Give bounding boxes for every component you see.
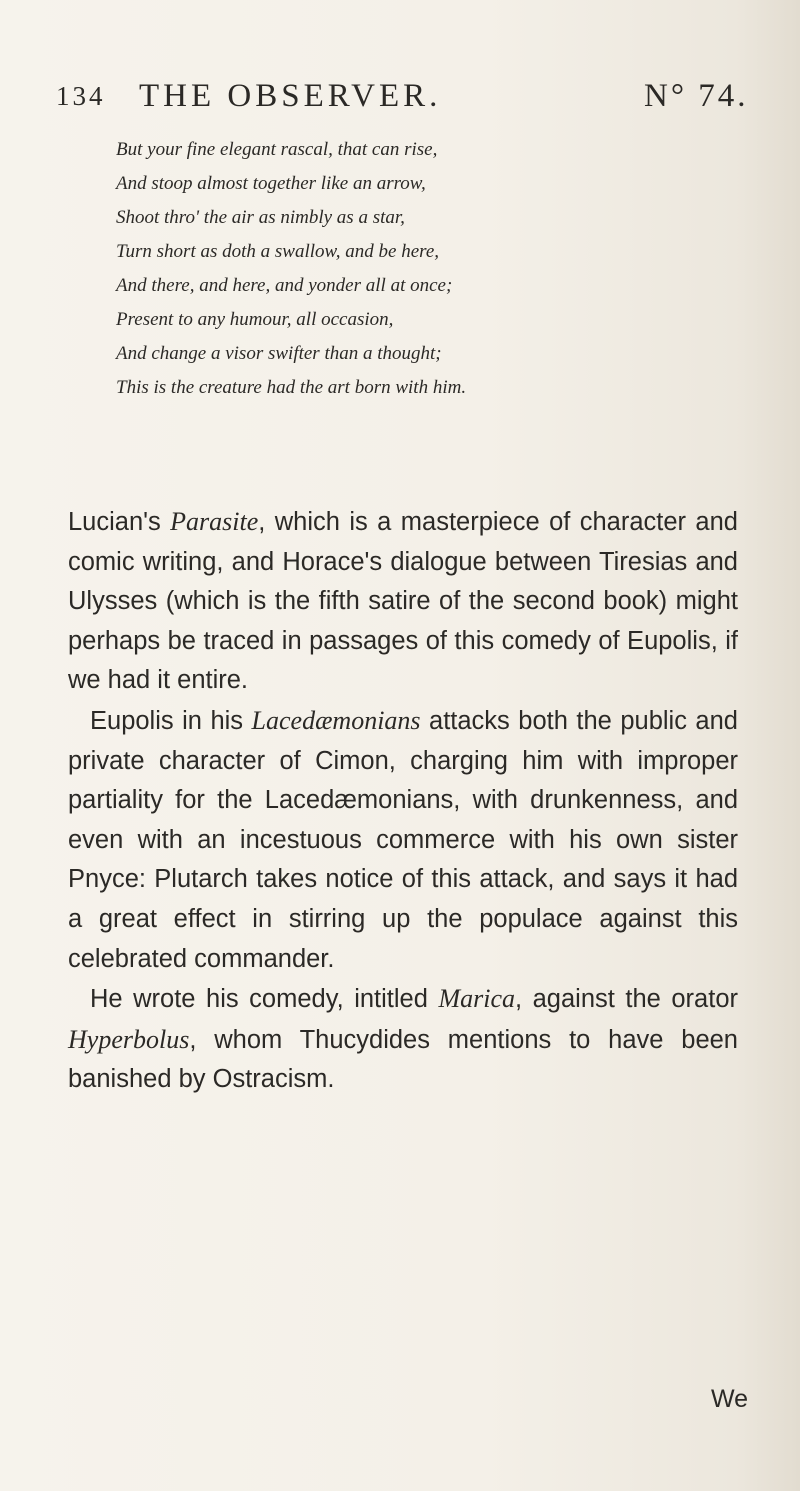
verse-line: And change a visor swifter than a thought; [116, 343, 442, 364]
verse-quotation [116, 133, 736, 405]
verse-line: Turn short as doth a swallow, and be here, [116, 241, 440, 262]
verse-line: Shoot thro' the air as nimbly as a star, [116, 207, 405, 228]
text-span: Lucian's [68, 508, 171, 536]
body-text [68, 502, 738, 1100]
text-span: , whom Thucydides mentions to have been banished by Ostracism. [68, 1025, 738, 1094]
issue-number: N° 74. [644, 78, 749, 114]
verse-line: But your fine elegant rascal, that can rise, [116, 139, 438, 160]
text-span: Eupolis in his [90, 706, 252, 735]
verse-line: This is the creature had the art born with him. [116, 377, 467, 398]
text-span: , which is a masterpiece of character and comic writing, and Horace's dialogue between Tiresias and Ulysses (which is the fifth satire of the second book) might perhaps be traced in passages of this comedy of Eupolis, if we had it entire. [68, 508, 738, 695]
running-header [40, 72, 760, 120]
work-title: Parasite [170, 507, 259, 536]
verse-line: And there, and here, and yonder all at once; [116, 275, 453, 296]
catchword: We [711, 1385, 749, 1413]
verse-line: And stoop almost together like an arrow, [116, 173, 426, 194]
running-title: THE OBSERVER. [139, 78, 442, 114]
paragraph-eupolis [68, 701, 738, 979]
text-span: , against the orator [515, 985, 738, 1014]
page-number: 134 [56, 81, 106, 111]
verse-line: Present to any humour, all occasion, [116, 309, 394, 330]
work-title: Lacedæmonians [251, 705, 421, 735]
paragraph-lucian [68, 502, 738, 701]
work-title: Marica [438, 984, 515, 1014]
paragraph-marica [68, 979, 738, 1100]
person-name: Hyperbolus [68, 1024, 190, 1054]
text-span: He wrote his comedy, intitled [90, 985, 439, 1014]
text-span: attacks both the public and private character of Cimon, charging him with improper partiality for the Lacedæmonians, with drunkenness, and even with an incestuous commerce with his own sister Pnyce: Plutarch takes notice of this attack, and says it had a great effect in stirring up the populace against this celebrated commander. [68, 706, 738, 973]
